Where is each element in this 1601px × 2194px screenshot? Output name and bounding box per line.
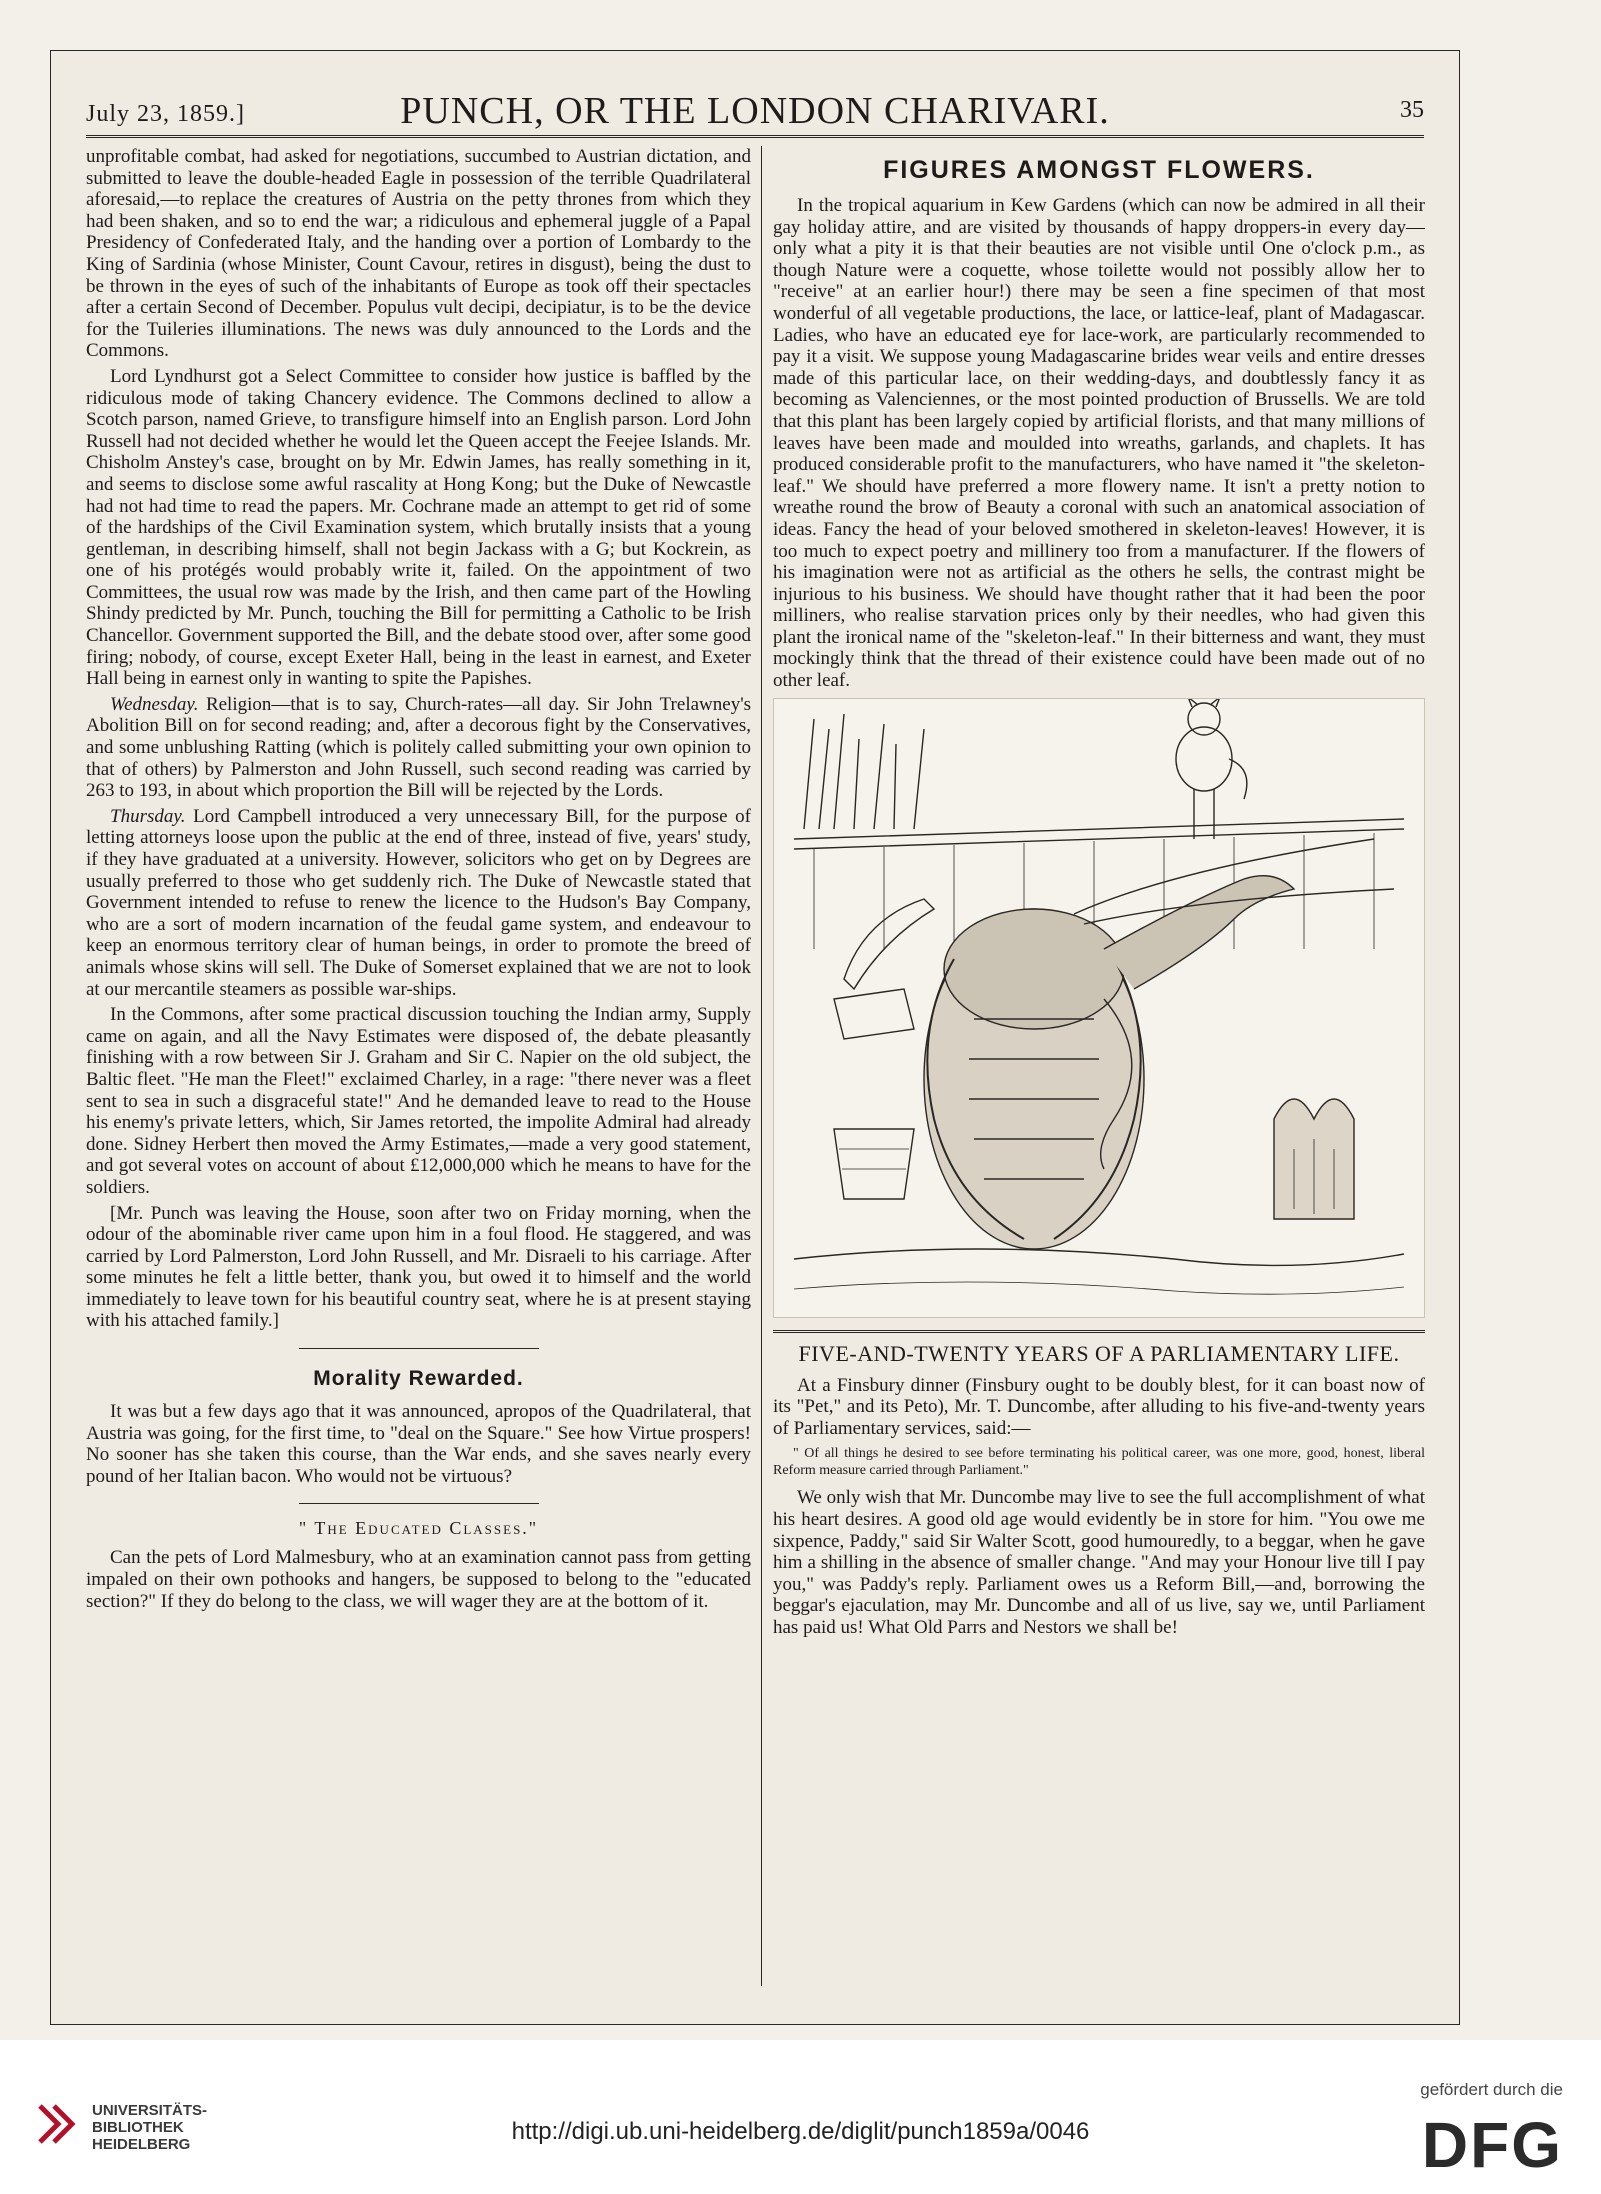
article-paragraph: In the tropical aquarium in Kew Gardens (which can now be admired in all their gay holiday attire, and are visited by thousands of happy droppers-in every day—only what a pity it is that their beauties are not visible until One o'clock p.m., as though Nature were a coquette, whose toilette would not possibly allow her to "receive" at an earlier hour!) there may be seen a fine specimen of that most wonderful of all vegetable productions, the lace, or lattice-leaf, plant of Madagascar. Ladies, who have an educated eye for lace-work, are particularly recommended to pay it a visit. We suppose young Madagascarine brides wear veils and entire dresses made of this particular lace, on their wedding-days, and doubtlessly fancy it as becoming as Valenciennes, or the most pointed production of Brussells. We are told that this plant has been largely copied by artificial florists, and that many millions of leaves have been made and moulded into wreaths, garlands, and chaplets. It has produced considerable profit to the manufacturers, who have named it "the skeleton-leaf." We should have preferred a more flowery name. It isn't a pretty notion to wreathe round the brow of Beauty a coronal with such an anatomical association of ideas. Fancy the head of your beloved smothered in skeleton-leaves! However, it is too much to expect poetry and millinery too from a manufacturer. If the flowers of his imagination were not as artificial as the others he sells, the contrast might be injurious to his business. We should have thought rather that it had been the poor milliners, who realise starvation prices only by their needles, who had given this plant the ironical name of the "skeleton-leaf." In their bitterness and want, they must mockingly think that the thread of their existence could have been made out of no other leaf. <box>773 195 1425 692</box>
article-paragraph: Can the pets of Lord Malmesbury, who at an examination cannot pass from getting impaled on their own pothooks and hangers, be supposed to belong to the "educated section?" If they do belong to the class, we will wager they are at the bottom of it. <box>86 1547 751 1612</box>
left-column <box>86 146 751 1986</box>
right-column <box>773 146 1425 1986</box>
library-name-line: HEIDELBERG <box>92 2136 191 2153</box>
page-header <box>86 79 1424 138</box>
quoted-speech: " Of all things he desired to see before terminating his political career, was one more, good, honest, liberal Reform measure carried through Parliament." <box>773 1446 1425 1479</box>
article-paragraph <box>86 694 751 802</box>
dfg-logo: DFG <box>1421 2109 1563 2181</box>
library-name-line: UNIVERSITÄTS- <box>92 2102 208 2119</box>
day-label: Thursday. <box>110 805 186 827</box>
paragraph-text: Religion—that is to say, Church-rates—all day. Sir John Trelawney's Abolition Bill on for second reading; and, after a decorous fight by the Conservatives, and some unblushing Ratting (which is politely called submitting your own opinion to that of others) by Palmerston and John Russell, such second reading was carried by 263 to 193, in about which proportion the Bill will be rejected by the Lords. <box>86 693 751 802</box>
lobster-cartoon-illustration <box>773 698 1425 1318</box>
funded-by-label: gefördert durch die <box>1420 2080 1563 2099</box>
heading-educated-classes: " The Educated Classes." <box>298 1518 539 1539</box>
masthead-title: PUNCH, OR THE LONDON CHARIVARI. <box>400 90 1110 132</box>
digitization-footer <box>0 2040 1601 2194</box>
double-rule <box>773 1330 1425 1333</box>
issue-date: July 23, 1859.] <box>86 101 245 127</box>
heading-morality-rewarded: Morality Rewarded. <box>313 1367 524 1391</box>
article-paragraph <box>86 806 751 1000</box>
section-rule <box>299 1503 539 1504</box>
column-divider <box>761 146 762 1986</box>
article-paragraph: Lord Lyndhurst got a Select Committee to consider how justice is baffled by the ridiculous mode of taking Chancery evidence. The Commons declined to allow a Scotch parson, named Grieve, to transfigure himself into an English parson. Lord John Russell had not decided whether he would let the Queen accept the Feejee Islands. Mr. Chisholm Anstey's case, brought on by Mr. Edwin James, has really something in it, and seems to disclose some awful rascality at Hong Kong; but the Duke of Newcastle had not had time to read the papers. Mr. Cochrane made an attempt to get rid of some of the hardships of the Civil Examination system, which brutally insists that a young gentleman, in describing himself, shall not begin Jackass with a G; but Kockrein, as one of his protégés would probably write it, failed. On the appointment of two Committees, the usual row was made by the Irish, and then came part of the Howling Shindy predicted by Mr. Punch, touching the Bill for permitting a Catholic to be Irish Chancellor. Government supported the Bill, and the debate stood over, after some good firing; nobody, of course, except Exeter Hall, being in the least in earnest, and Exeter Hall being in earnest only in wanting to spite the Papishes. <box>86 365 751 690</box>
article-paragraph: It was but a few days ago that it was announced, apropos of the Quadrilateral, that Austria was going, for the first time, to "deal on the Square." See how Virtue prospers! No sooner has she taken this course, than the War ends, and she saves nearly every pound of her Italian bacon. Who would not be virtuous? <box>86 1401 751 1487</box>
paragraph-text: Lord Campbell introduced a very unnecessary Bill, for the purpose of letting attorneys loose upon the public at the end of three, instead of five, years' study, if they have graduated at a university. However, solicitors who get on by Degrees are usually preferred to those who get suddenly rich. The Duke of Newcastle stated that Government intended to refuse to renew the licence to the Hudson's Bay Company, who are a sort of modern incarnation of the feudal game system, and endeavour to keep an enormous territory clear of human beings, in order to promote the breed of animals whose skins will sell. The Duke of Somerset explained that we are not to look at our mercantile steamers as possible war-ships. <box>86 805 751 1000</box>
heading-five-and-twenty-years: FIVE-AND-TWENTY YEARS OF A PARLIAMENTARY LIFE. <box>798 1340 1400 1366</box>
page-number: 35 <box>1400 97 1424 123</box>
article-paragraph: We only wish that Mr. Duncombe may live to see the full accomplishment of what his heart desires. A good old age would evidently be in store for him. "You owe me sixpence, Paddy," said Sir Walter Scott, good humouredly, to a beggar, when he gave him a shilling in the absence of smaller change. "And may your Honour live till I pay you," was Paddy's reply. Parliament owes us a Reform Bill,—and, borrowing the beggar's ejaculation, may Mr. Duncombe and all of us live, say we, until Parliament has paid us! What Old Parrs and Nestors we shall be! <box>773 1487 1425 1638</box>
newspaper-page <box>50 50 1460 2025</box>
day-label: Wednesday. <box>110 693 199 715</box>
article-paragraph: unprofitable combat, had asked for negotiations, succumbed to Austrian dictation, and submitted to leave the double-headed Eagle in possession of the terrible Quadrilateral aforesaid,—to replace the creatures of Austria on the petty thrones from which they had been shaken, and so to end the war; a ridiculous and ephemeral juggle of a Papal Presidency of Confederated Italy, and the handing over a portion of Lombardy to the King of Sardinia (whose Minister, Count Cavour, retires in disgust), being the dust to be thrown in the eyes of such of the inhabitants of Europe as took off their spectacles after a certain Second of December. Populus vult decipi, decipiatur, is to be the device for the Tuileries illuminations. The news was duly announced to the Lords and the Commons. <box>86 146 751 362</box>
permalink-url[interactable]: http://digi.ub.uni-heidelberg.de/diglit/punch1859a/0046 <box>511 2118 1090 2145</box>
cartoon-drawing <box>774 699 1424 1317</box>
section-rule <box>299 1348 539 1349</box>
library-name-line: BIBLIOTHEK <box>92 2119 184 2136</box>
article-paragraph: At a Finsbury dinner (Finsbury ought to be doubly blest, for it can boast now of its "Pet," and its Peto), Mr. T. Duncombe, after alluding to his five-and-twenty years of Parliamentary services, said:— <box>773 1374 1425 1439</box>
article-paragraph: [Mr. Punch was leaving the House, soon after two on Friday morning, when the odour of the abominable river came upon him in a foul flood. He staggered, and was carried by Lord Palmerston, Lord John Russell, and Mr. Disraeli to his carriage. After some minutes he felt a little better, thank you, but owed it to himself and the world immediately to leave town for his beautiful country seat, where he is at present staying with his attached family.] <box>86 1202 751 1332</box>
article-paragraph: In the Commons, after some practical discussion touching the Indian army, Supply came on again, and all the Navy Estimates were disposed of, the debate pleasantly finishing with a row between Sir J. Graham and Sir C. Napier on the old subject, the Baltic fleet. "He man the Fleet!" exclaimed Charley, in a rage: "there never was a fleet sent to sea in such a disgraceful state!" And he demanded leave to read to the House his enemy's private letters, which, Sir James retorted, the impolite Admiral had already done. Sidney Herbert then moved the Army Estimates,—made a very good statement, and got several votes on account of about £12,000,000 which he means to have for the soldiers. <box>86 1004 751 1198</box>
heading-figures-amongst-flowers: FIGURES AMONGST FLOWERS. <box>883 156 1315 184</box>
